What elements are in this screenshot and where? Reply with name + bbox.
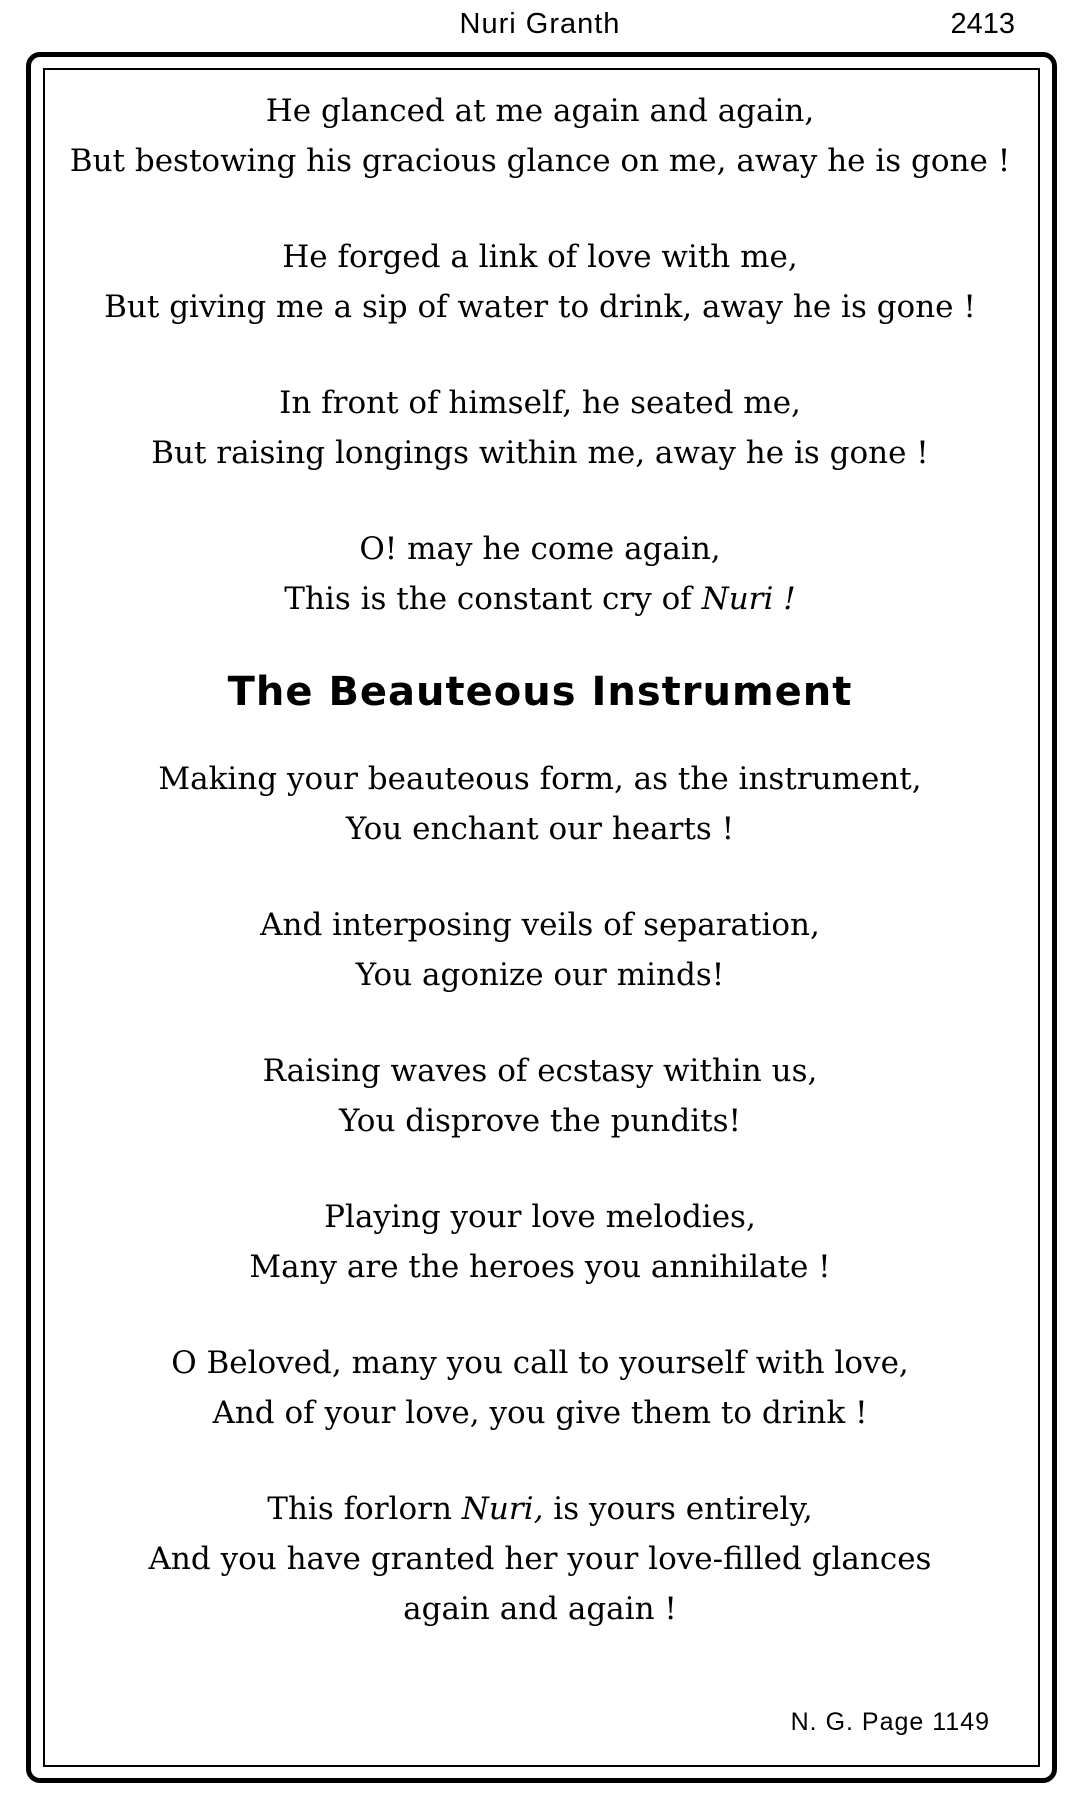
poem-line: In front of himself, he seated me, bbox=[279, 385, 801, 421]
poem-line: And interposing veils of separation, bbox=[260, 907, 820, 943]
poem-line: again and again ! bbox=[403, 1591, 677, 1627]
poem-line: But giving me a sip of water to drink, away he is gone ! bbox=[104, 289, 976, 325]
poem-line: And of your love, you give them to drink ! bbox=[212, 1395, 868, 1431]
poem-line: O! may he come again, bbox=[359, 531, 721, 567]
author-name: Nuri ! bbox=[701, 581, 796, 617]
poem1-stanza-3 bbox=[40, 378, 1040, 478]
poem-title: The Beauteous Instrument bbox=[227, 669, 853, 715]
poem1-stanza-2 bbox=[40, 232, 1040, 332]
poem-line: He forged a link of love with me, bbox=[282, 239, 798, 275]
poem-line: Playing your love melodies, bbox=[324, 1199, 756, 1235]
poem1-stanza-1 bbox=[40, 86, 1040, 186]
poem2-stanza-4 bbox=[40, 1192, 1040, 1292]
poem-line: O Beloved, many you call to yourself with love, bbox=[171, 1345, 909, 1381]
page-number: 2413 bbox=[950, 8, 1015, 40]
poem2-stanza-2 bbox=[40, 900, 1040, 1000]
poem2-stanza-1 bbox=[40, 754, 1040, 854]
poem-line: But raising longings within me, away he is gone ! bbox=[151, 435, 929, 471]
poem-line: But bestowing his gracious glance on me, away he is gone ! bbox=[69, 143, 1011, 179]
poem2-stanza-6 bbox=[40, 1484, 1040, 1634]
poem2-stanza-5 bbox=[40, 1338, 1040, 1438]
page-header bbox=[0, 8, 1080, 48]
poem-line: You enchant our hearts ! bbox=[345, 811, 735, 847]
page-reference: N. G. Page 1149 bbox=[790, 1708, 990, 1736]
poem-line bbox=[40, 1484, 1040, 1534]
poem-line bbox=[40, 574, 1040, 624]
poem-line-text: This forlorn bbox=[267, 1491, 462, 1527]
poem-line: He glanced at me again and again, bbox=[265, 93, 815, 129]
poem-line: Making your beauteous form, as the instrument, bbox=[158, 761, 922, 797]
page-content bbox=[40, 86, 1040, 1634]
poem-line-text: is yours entirely, bbox=[543, 1491, 813, 1527]
book-title: Nuri Granth bbox=[459, 8, 621, 40]
poem-line-text: This is the constant cry of bbox=[284, 581, 702, 617]
author-name: Nuri, bbox=[461, 1491, 544, 1527]
poem-line: You agonize our minds! bbox=[355, 957, 725, 993]
poem-line: You disprove the pundits! bbox=[339, 1103, 741, 1139]
poem-line: Many are the heroes you annihilate ! bbox=[249, 1249, 831, 1285]
poem-line: And you have granted her your love-filled glances bbox=[148, 1541, 932, 1577]
poem1-stanza-4 bbox=[40, 524, 1040, 624]
poem2-stanza-3 bbox=[40, 1046, 1040, 1146]
poem-line: Raising waves of ecstasy within us, bbox=[262, 1053, 818, 1089]
